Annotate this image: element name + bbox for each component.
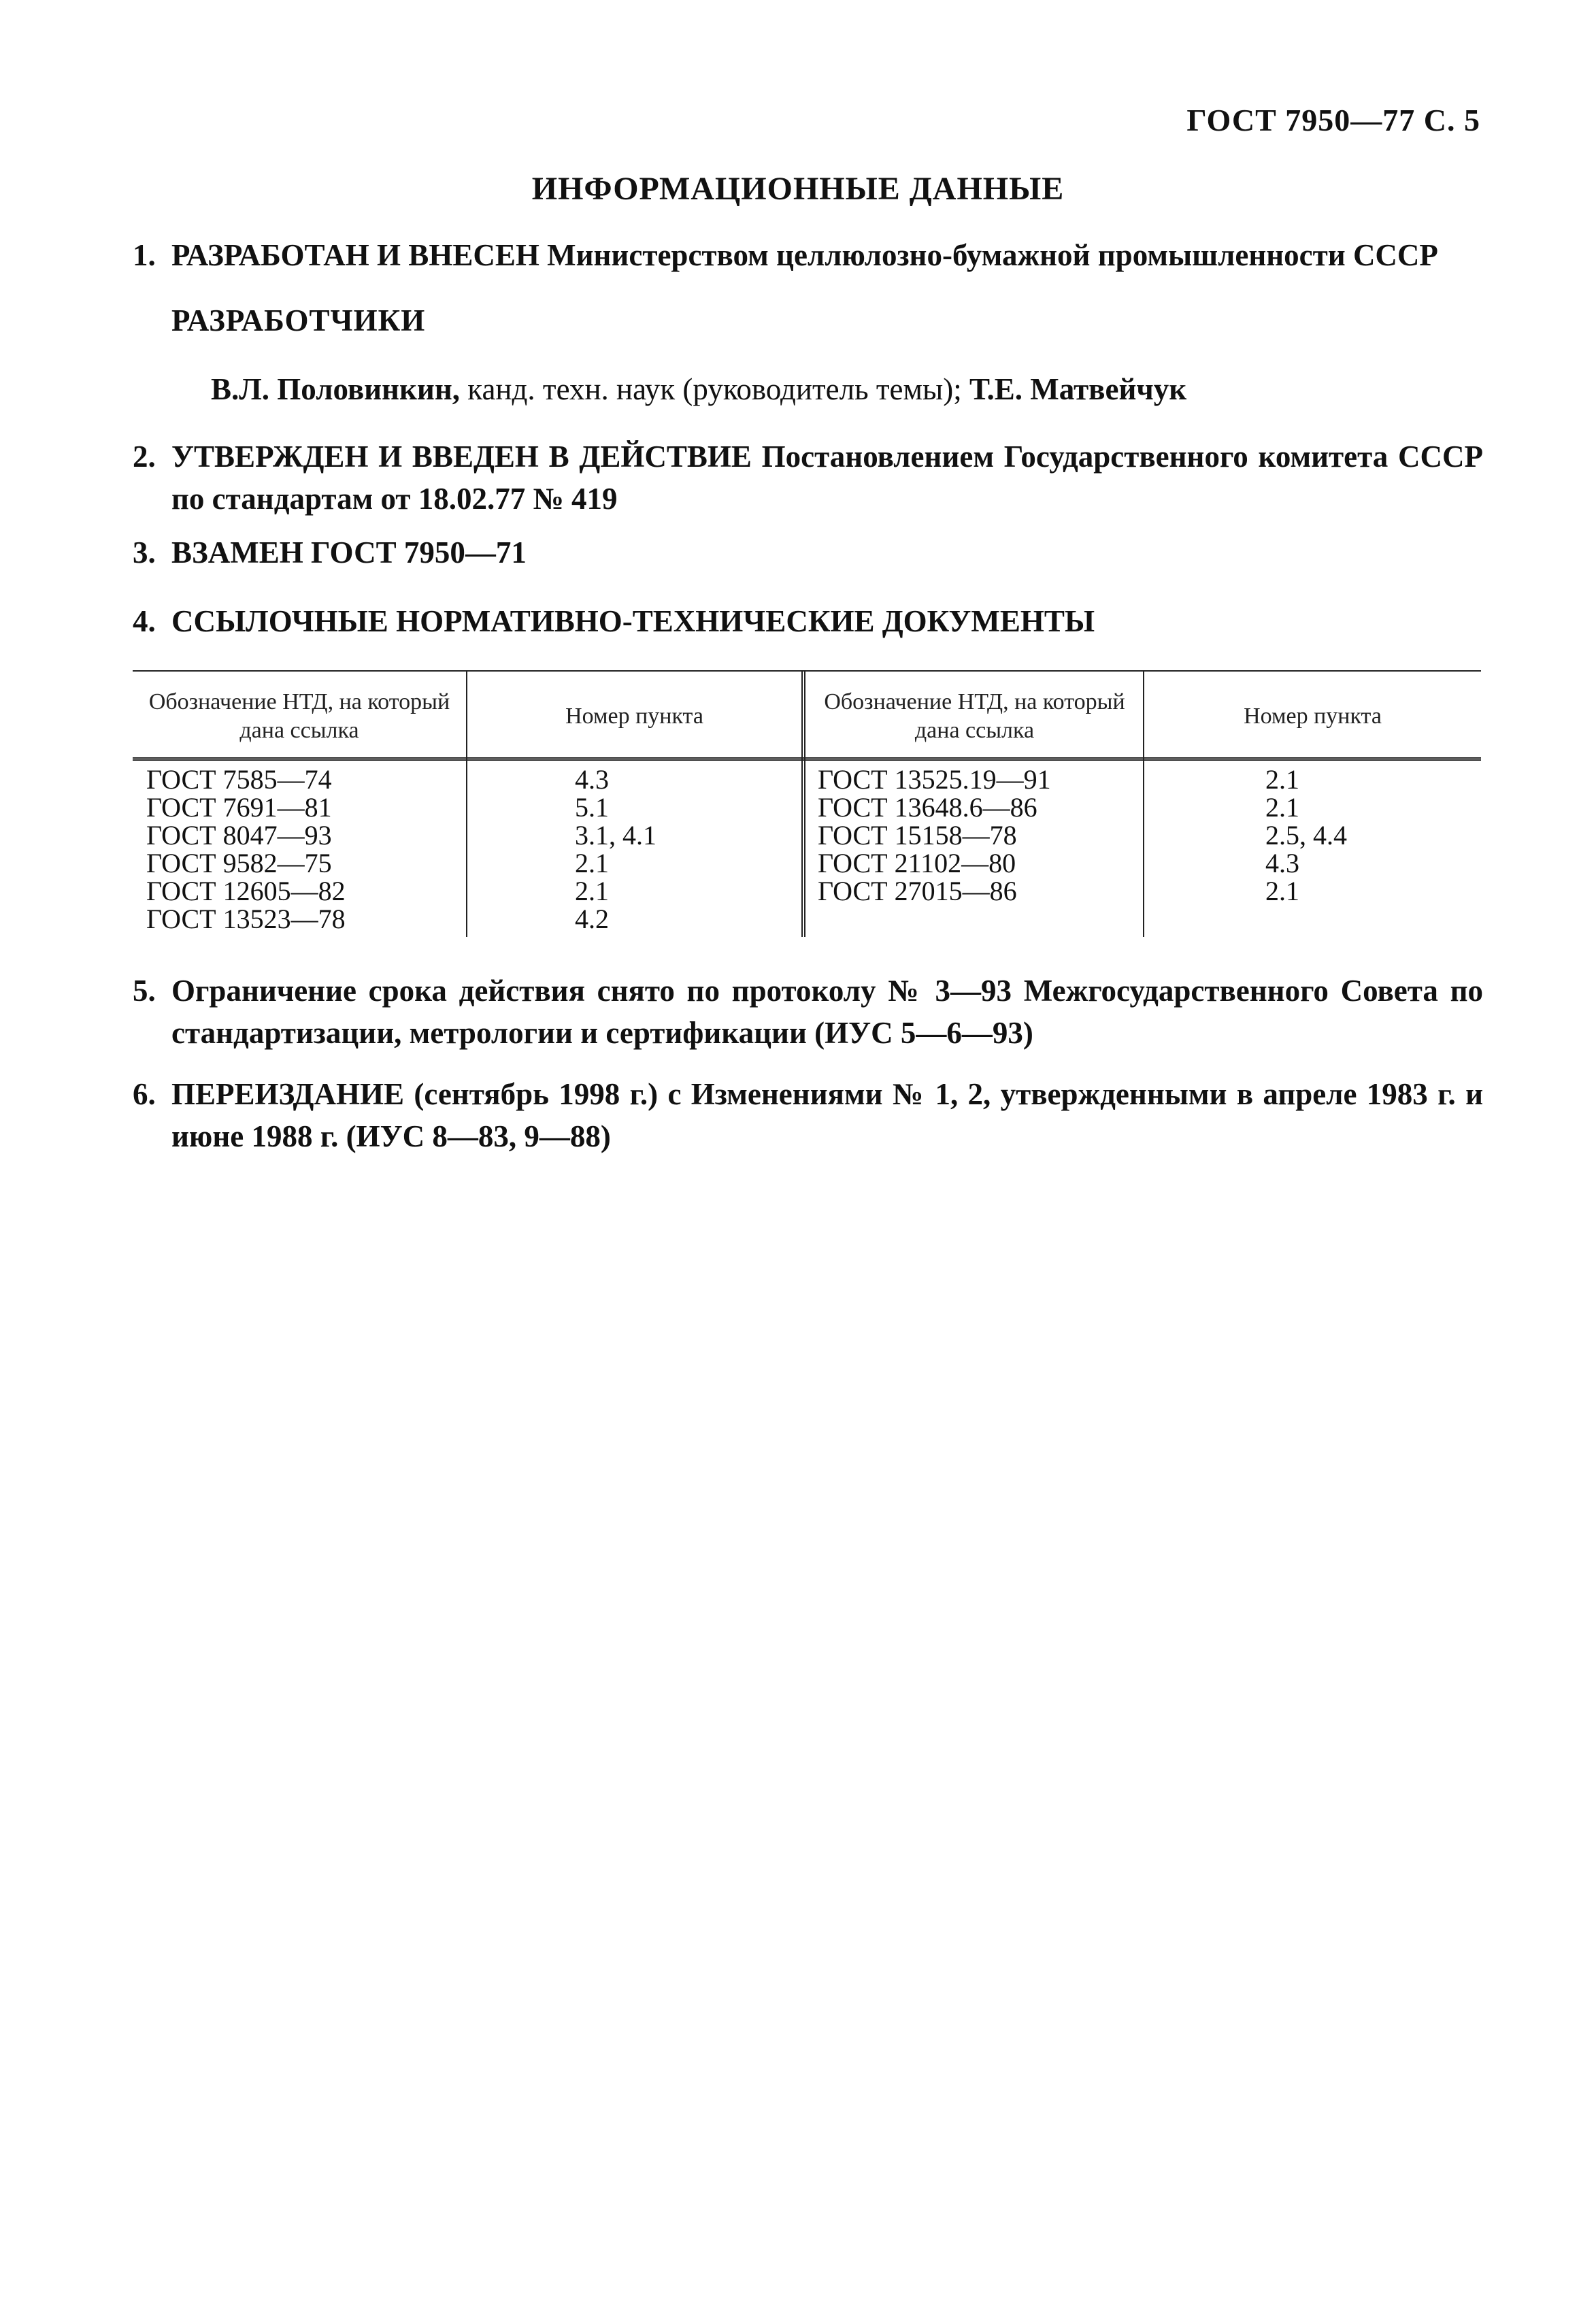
table-cell: ГОСТ 7585—74: [146, 764, 332, 795]
references-table: [133, 670, 1481, 937]
table-cell: 3.1, 4.1: [575, 820, 656, 851]
table-center-divider: [801, 670, 805, 937]
table-cell: 2.1: [575, 848, 609, 878]
table-cell: 2.1: [1265, 792, 1299, 823]
table-cell: ГОСТ 13648.6—86: [818, 792, 1037, 823]
section-5: [133, 970, 1483, 1054]
table-header-rule: [133, 757, 1481, 761]
section-5-text: Ограничение срока действия снято по протоколу № 3—93 Межгосударственного Совета по стандартизации, метрологии и сертификации (ИУС 5—6—93): [171, 974, 1483, 1050]
table-column-left-points: [575, 765, 779, 933]
table-cell: ГОСТ 15158—78: [818, 820, 1017, 851]
document-title: ИНФОРМАЦИОННЫЕ ДАННЫЕ: [531, 171, 1065, 207]
table-cell: 4.2: [575, 904, 609, 934]
developer-1-name: В.Л. Половинкин,: [211, 372, 461, 406]
table-cell: 4.3: [1265, 848, 1299, 878]
developer-1-role: канд. техн. наук (руководитель темы);: [460, 372, 969, 406]
section-4-number: 4.: [133, 604, 156, 638]
table-header-doc-left: Обозначение НТД, на который дана ссылка: [148, 689, 450, 743]
section-3-number: 3.: [133, 535, 156, 570]
section-4-text: ССЫЛОЧНЫЕ НОРМАТИВНО-ТЕХНИЧЕСКИЕ ДОКУМЕНТЫ: [171, 604, 1095, 638]
table-cell: 4.3: [575, 764, 609, 795]
developers-line: [211, 372, 1186, 407]
table-cell: ГОСТ 13523—78: [146, 904, 346, 934]
table-header-doc-right: Обозначение НТД, на который дана ссылка: [824, 689, 1125, 743]
table-cell: ГОСТ 8047—93: [146, 820, 332, 851]
section-3: [133, 531, 1483, 574]
section-2: [133, 435, 1483, 520]
section-1-number: 1.: [133, 238, 156, 272]
table-header-point-right: Номер пункта: [1244, 704, 1382, 729]
table-cell: ГОСТ 9582—75: [146, 848, 332, 878]
developers-heading: РАЗРАБОТЧИКИ: [171, 303, 426, 337]
table-cell: ГОСТ 21102—80: [818, 848, 1016, 878]
table-cell: 2.1: [1265, 764, 1299, 795]
section-6: [133, 1073, 1483, 1157]
table-column-left-docs: [146, 765, 459, 933]
table-top-rule: [133, 670, 1481, 672]
table-column-right-points: [1265, 765, 1469, 905]
section-6-number: 6.: [133, 1077, 156, 1111]
table-cell: ГОСТ 12605—82: [146, 876, 346, 906]
table-cell: ГОСТ 27015—86: [818, 876, 1017, 906]
table-header-point-left: Номер пункта: [565, 704, 703, 729]
section-1-text: РАЗРАБОТАН И ВНЕСЕН Министерством целлюлозно-бумажной промышленности СССР: [171, 238, 1438, 272]
section-2-text: УТВЕРЖДЕН И ВВЕДЕН В ДЕЙСТВИЕ Постановлением Государственного комитета СССР по стандартам от 18.02.77 № 419: [171, 440, 1483, 516]
table-cell: ГОСТ 7691—81: [146, 792, 332, 823]
table-cell: 2.1: [1265, 876, 1299, 906]
table-column-right-docs: [818, 765, 1137, 905]
table-cell: 2.1: [575, 876, 609, 906]
section-3-text: ВЗАМЕН ГОСТ 7950—71: [171, 535, 527, 570]
page-header: ГОСТ 7950—77 С. 5: [1186, 103, 1480, 137]
table-cell: ГОСТ 13525.19—91: [818, 764, 1051, 795]
section-1: [133, 234, 1483, 276]
table-cell: 2.5, 4.4: [1265, 820, 1347, 851]
section-2-number: 2.: [133, 440, 156, 474]
section-4: [133, 600, 1483, 642]
section-5-number: 5.: [133, 974, 156, 1008]
section-6-text: ПЕРЕИЗДАНИЕ (сентябрь 1998 г.) с Изменениями № 1, 2, утвержденными в апреле 1983 г. и июне 1988 г. (ИУС 8—83, 9—88): [171, 1077, 1483, 1153]
developer-2-name: Т.Е. Матвейчук: [969, 372, 1187, 406]
table-cell: 5.1: [575, 792, 609, 823]
